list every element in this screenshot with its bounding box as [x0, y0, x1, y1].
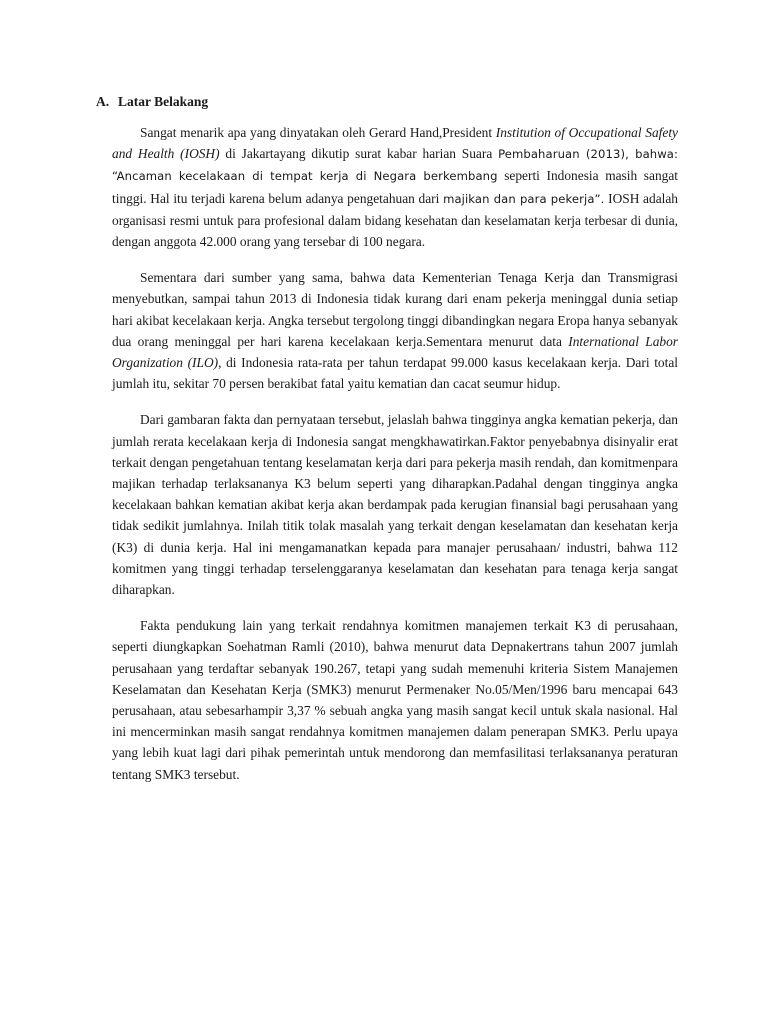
p2-text-2: , di Indonesia rata-rata per tahun terdapat 99.000 kasus kecelakaan kerja. Dari total jumlah itu, sekitar 70 persen berakibat fatal yaitu kematian dan cacat seumur hidup. [112, 355, 678, 392]
p2-text-1: Sementara dari sumber yang sama, bahwa data Kementerian Tenaga Kerja dan Transmigrasi menyebutkan, sampai tahun 2013 di Indonesia tidak kurang dari enam pekerja meninggal dunia setiap hari akibat kecelakaan kerja. Angka tersebut tergolong tinggi dibandingkan negara Eropa hanya sebanyak dua orang meninggal per hari karena kecelakaan kerja.Sementara menurut data [112, 270, 678, 349]
paragraph-4: Fakta pendukung lain yang terkait rendahnya komitmen manajemen terkait K3 di perusahaan, seperti diungkapkan Soehatman Ramli (2010), bahwa menurut data Depnakertrans tahun 2007 jumlah perusahaan yang terdaftar sebanyak 190.267, tetapi yang sudah memenuhi kriteria Sistem Manajemen Keselamatan dan Kesehatan Kerja (SMK3) menurut Permenaker No.05/Men/1996 baru mencapai 643 perusahaan, atau sebesarhampir 3,37 % sebuah angka yang masih sangat kecil untuk skala nasional. Hal ini mencerminkan masih sangat rendahnya komitmen manajemen dalam penerapan SMK3. Perlu upaya yang lebih kuat lagi dari pihak pemerintah untuk mendorong dan memfasilitasi terlaksananya peraturan tentang SMK3 tersebut. [112, 618, 678, 782]
p2-italic-ilo: International Labor Organization (ILO) [112, 333, 678, 371]
p1-quote-1: Pembaharuan (2013), bahwa: “Ancaman kecelakaan di tempat kerja di Negara berkembang [112, 147, 679, 184]
p1-text-4: IOSH adalah organisasi resmi untuk para profesional dalam bidang kesehatan dan keselamatan kerja terbesar di dunia, dengan anggota 42.000 orang yang tersebar di 100 negara. [112, 190, 678, 250]
p1-italic-iosh: Institution of Occupational Safety and Health (IOSH) [112, 125, 678, 162]
paragraph-1 [112, 122, 678, 252]
section-title: Latar Belakang [118, 94, 209, 109]
section-number: A. [96, 94, 110, 109]
paragraph-2 [112, 267, 678, 394]
p1-text-3: seperti Indonesia masih sangat tinggi. Hal itu terjadi karena belum adanya pengetahuan dari [112, 168, 678, 206]
p1-text-2: di Jakartayang dikutip surat kabar harian Suara [219, 146, 499, 162]
document-page [96, 92, 679, 800]
p1-text-1: Sangat menarik apa yang dinyatakan oleh Gerard Hand,President [140, 125, 496, 140]
p1-quote-2: majikan dan para pekerja”. [443, 191, 605, 206]
section-heading [96, 92, 678, 112]
paragraph-3: Dari gambaran fakta dan pernyataan tersebut, jelaslah bahwa tingginya angka kematian pekerja, dan jumlah rerata kecelakaan kerja di Indonesia sangat mengkhawatirkan.Faktor penyebabnya disinyalir erat terkait dengan pengetahuan tentang keselamatan kerja dari para pekerja masih rendah, dan komitmenpara majikan terhadap terlaksananya K3 belum seperti yang diharapkan.Padahal dengan tingginya angka kecelakaan bahkan kematian akibat kerja akan berdampak pada kerugian finansial bagi perusahaan yang tidak sedikit jumlahnya. Inilah titik tolak masalah yang terkait dengan keselamatan dan kesehatan kerja (K3) di dunia kerja. Hal ini mengamanatkan kepada para manajer perusahaan/ industri, bahwa 112 komitmen yang tinggi terhadap terselenggaranya keselamatan dan kesehatan para tenaga kerja sangat diharapkan. [112, 412, 678, 598]
